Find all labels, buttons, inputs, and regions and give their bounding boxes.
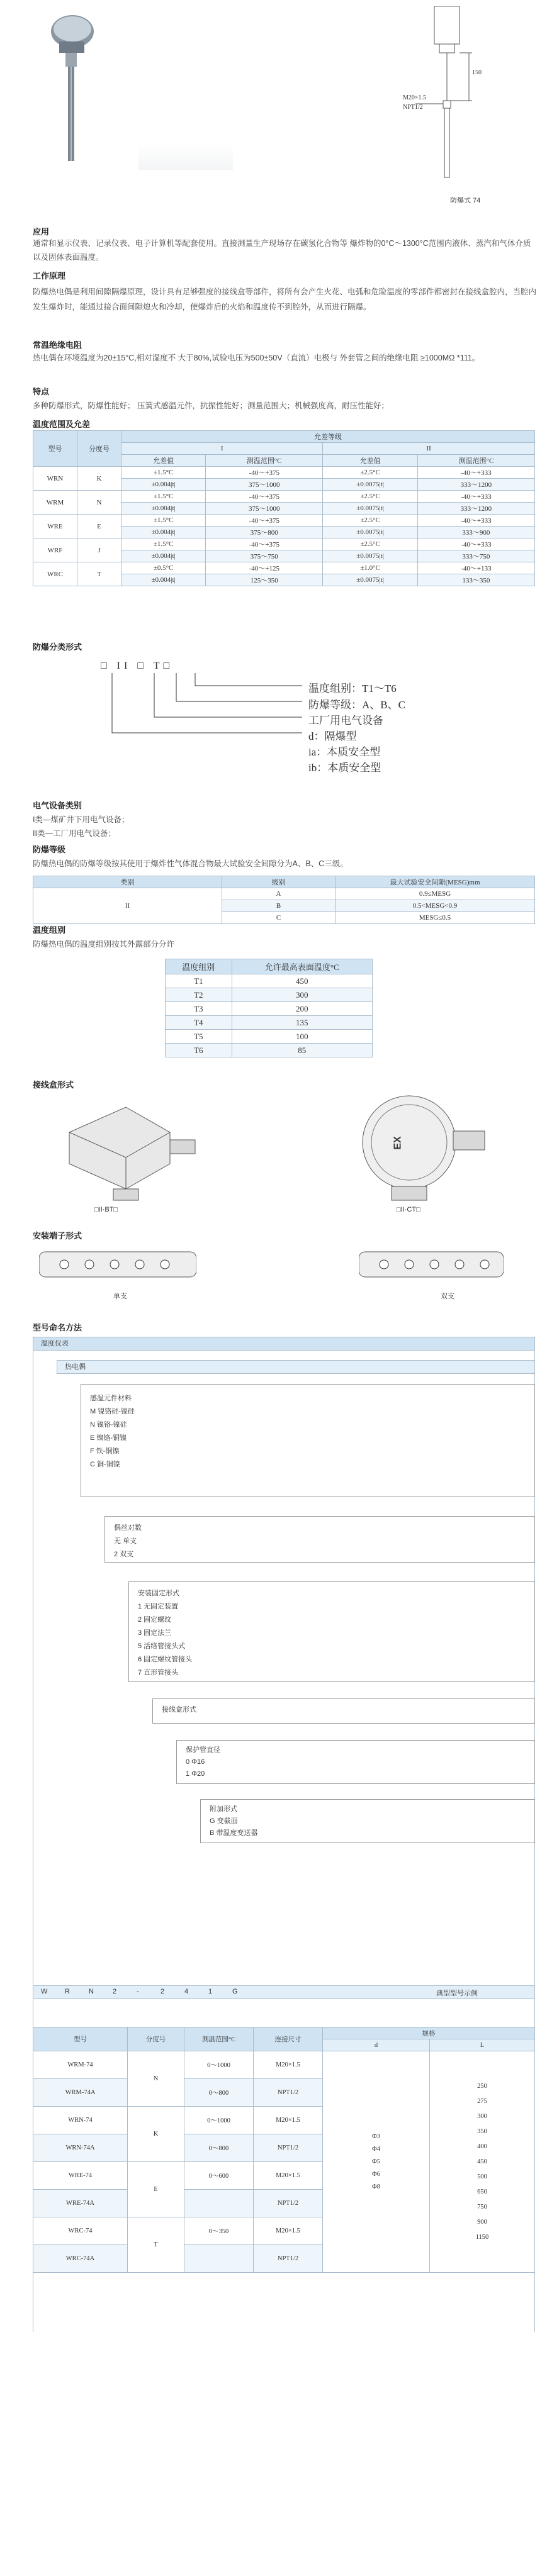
terminal-double-drawing — [359, 1246, 504, 1283]
junction-title: 接线盒形式 — [33, 1080, 74, 1090]
code-letter: G — [232, 1988, 238, 1995]
spec-cell: WRC-74A — [33, 2245, 128, 2273]
col-tolval-2: 允差值 — [323, 455, 418, 467]
grade-level: B — [222, 900, 336, 912]
naming-addon-item: B 带温度变送器 — [210, 1829, 258, 1837]
range-cell: 125～350 — [206, 574, 323, 586]
naming-material-title: 感温元件材料 — [90, 1395, 132, 1402]
spec-col-d: d — [323, 2039, 430, 2051]
spec-cell: M20×1.5 — [254, 2217, 323, 2245]
naming-bar-1 — [33, 1337, 535, 1351]
naming-code-row — [33, 1985, 535, 1999]
range-cell: -40～+125 — [206, 562, 323, 574]
spec-cell: 0～1000 — [184, 2051, 254, 2079]
naming-mount-item: 3 固定法兰 — [138, 1629, 172, 1637]
junction-box-bt-drawing — [44, 1095, 201, 1205]
spec-cell: M20×1.5 — [254, 2107, 323, 2134]
range-cell: -40～+375 — [206, 538, 323, 550]
tgroup-row — [166, 1002, 373, 1016]
naming-material-item: F 铁-铜镍 — [90, 1447, 120, 1455]
junction-box-ct-drawing — [340, 1092, 497, 1205]
range-cell: ±1.5°C — [121, 467, 206, 479]
range-cell: -40～+333 — [417, 515, 534, 527]
exmark-code: □ II □ T□ — [101, 661, 174, 671]
range-cell: ±2.5°C — [323, 491, 418, 503]
grade-level: C — [222, 912, 336, 924]
tgroup-cell: 135 — [232, 1016, 372, 1030]
tgroup-row — [166, 1016, 373, 1030]
spec-col-type: 型号 — [33, 2027, 128, 2051]
code-letter: 2 — [113, 1988, 117, 1995]
spec-L-value: 250 — [477, 2082, 487, 2090]
range-cell: J — [77, 538, 121, 562]
naming-tube-item: 1 Φ20 — [186, 1770, 205, 1778]
range-cell: ±1.5°C — [121, 515, 206, 527]
tgroup-cell: T1 — [166, 974, 232, 988]
naming-tube-item: 0 Φ16 — [186, 1758, 205, 1766]
spec-cell: 0～350 — [184, 2217, 254, 2245]
junction-bt-caption: □II·BT□ — [94, 1206, 118, 1213]
tgroup-cell: 85 — [232, 1044, 372, 1057]
col-type: 型号 — [33, 431, 77, 467]
range-cell: 333～750 — [417, 550, 534, 562]
terminal-double-caption: 双支 — [441, 1293, 454, 1300]
spec-cell: WRN-74A — [33, 2134, 128, 2162]
naming-mount-item: 2 固定螺纹 — [138, 1616, 172, 1624]
code-letter: 2 — [161, 1988, 165, 1995]
application-text: 通常和显示仪表、记录仪表、电子计算机等配套使用。直接测量生产现场存在碳氢化合物等 爆炸物的0°C～1300°C范围内液体、蒸汽和气体介质以及固体表面温度。 — [33, 239, 531, 262]
range-table — [33, 430, 535, 586]
naming-tube-box — [176, 1740, 535, 1784]
equip-title: 电气设备类别 — [33, 801, 82, 810]
spec-col-conn: 连接尺寸 — [254, 2027, 323, 2051]
spec-cell: N — [128, 2051, 184, 2107]
naming-box-form-box — [152, 1698, 535, 1724]
naming-pair-item: 2 双支 — [114, 1551, 134, 1558]
tgroup-text: 防爆热电偶的温度组别按其外露部分分许 — [33, 940, 175, 949]
range-cell: -40～+333 — [417, 467, 534, 479]
range-cell: E — [77, 515, 121, 538]
naming-material-box — [81, 1384, 535, 1497]
spec-cell: E — [128, 2162, 184, 2217]
spec-cell: NPT1/2 — [254, 2134, 323, 2162]
naming-pair-item: 无 单支 — [114, 1537, 137, 1545]
tgroup-cell: 300 — [232, 988, 372, 1002]
range-row — [33, 562, 535, 574]
naming-box-form-title: 接线盒形式 — [162, 1706, 196, 1714]
spec-cell: WRN-74 — [33, 2107, 128, 2134]
col-tolval-1: 允差值 — [121, 455, 206, 467]
tgroup-col-2: 允许最高表面温度°C — [232, 959, 372, 974]
tgroup-cell: 100 — [232, 1030, 372, 1044]
spec-cell: NPT1/2 — [254, 2190, 323, 2217]
exmark-d: d：隔爆型 — [308, 730, 357, 742]
range-cell: 333～1200 — [417, 479, 534, 491]
principle-text: 防爆热电偶是利用间隙隔爆原理，设计具有足够强度的接线盒等部件，将所有会产生火花、电弧和危险温度的零部件都密封在接线盒腔内，当腔内发生爆炸时，能通过接合面间隙熄火和冷却，使爆炸后的火焰和温度传不到腔外，从而进行隔爆。 — [33, 287, 537, 311]
exmark-grade: 防爆等级：A、B、C — [308, 699, 405, 711]
grade-mesg: 0.5<MESG<0.9 — [336, 900, 535, 912]
grade-mesg: MESG≤0.5 — [336, 912, 535, 924]
range-cell: N — [77, 491, 121, 515]
spec-cell — [184, 2190, 254, 2217]
grade-cat: II — [33, 888, 222, 924]
range-cell: ±1.5°C — [121, 491, 206, 503]
application-title: 应用 — [33, 227, 50, 237]
tgroup-cell: T6 — [166, 1044, 232, 1057]
naming-mount-item: 6 固定螺纹管接头 — [138, 1656, 193, 1663]
range-cell: -40～+375 — [206, 515, 323, 527]
naming-material-item: C 铜-铜镍 — [90, 1461, 120, 1468]
naming-material-item: M 镍铬硅-镍硅 — [90, 1408, 135, 1415]
junction-ct-caption: □II·CT□ — [397, 1206, 420, 1213]
naming-material-item: E 镍铬-铜镍 — [90, 1434, 127, 1442]
range-cell: ±0.004|t| — [121, 527, 206, 538]
naming-b1-label: 温度仪表 — [41, 1340, 69, 1347]
spec-L-value: 275 — [477, 2097, 487, 2105]
spec-d-value: Φ3 — [372, 2133, 380, 2140]
range-cell: ±0.0075|t| — [323, 527, 418, 538]
product-shadow — [138, 145, 233, 170]
range-cell: 333～900 — [417, 527, 534, 538]
range-cell: 375～800 — [206, 527, 323, 538]
col-range-2: 测温范围°C — [417, 455, 534, 467]
code-letter: 4 — [184, 1988, 189, 1995]
range-cell: ±0.5°C — [121, 562, 206, 574]
naming-mount-item: 1 无固定装置 — [138, 1603, 179, 1610]
range-row — [33, 538, 535, 550]
spec-L-value: 400 — [477, 2143, 487, 2150]
naming-title: 型号命名方法 — [33, 1323, 82, 1332]
feature-text: 多种防爆形式，防爆性能好； 压簧式感温元件，抗振性能好；测量范围大；机械强度高，耐压性能好； — [33, 401, 389, 410]
naming-material-item: N 镍铬-镍硅 — [90, 1421, 127, 1429]
principle-title: 工作原理 — [33, 271, 66, 281]
feature-title: 特点 — [33, 387, 50, 396]
spec-L-value: 350 — [477, 2127, 487, 2135]
range-title: 温度范围及允差 — [33, 420, 91, 429]
spec-cell: 0～800 — [184, 2079, 254, 2107]
range-cell: T — [77, 562, 121, 586]
code-letter: 1 — [208, 1988, 213, 1995]
naming-mount-box — [128, 1581, 535, 1682]
spec-cell: M20×1.5 — [254, 2162, 323, 2190]
spec-cell: T — [128, 2217, 184, 2273]
dim-npt-label: NPT1/2 — [403, 104, 423, 111]
naming-mount-item: 7 直形管接头 — [138, 1669, 179, 1676]
spec-d-value: Φ6 — [372, 2170, 380, 2178]
range-cell: ±0.0075|t| — [323, 574, 418, 586]
naming-tube-title: 保护管直径 — [186, 1746, 220, 1754]
range-row — [33, 467, 535, 479]
tgroup-col-1: 温度组别 — [166, 959, 232, 974]
range-cell: ±0.004|t| — [121, 550, 206, 562]
tgroup-cell: T2 — [166, 988, 232, 1002]
exmark-ib: ib：本质安全型 — [308, 762, 381, 774]
range-cell: 375～1000 — [206, 503, 323, 515]
tgroup-cell: 200 — [232, 1002, 372, 1016]
tgroup-cell: 450 — [232, 974, 372, 988]
spec-cell — [184, 2245, 254, 2273]
product-photo — [38, 6, 107, 164]
tgroup-cell: T3 — [166, 1002, 232, 1016]
exmark-ia: ia：本质安全型 — [308, 746, 381, 758]
range-cell: ±0.0075|t| — [323, 550, 418, 562]
range-cell: WRM — [33, 491, 77, 515]
spec-cell: NPT1/2 — [254, 2245, 323, 2273]
spec-col-L: L — [430, 2039, 535, 2051]
naming-mount-item: 5 活络管接头式 — [138, 1642, 186, 1650]
exmark-factory: 工厂用电气设备 — [308, 715, 383, 727]
tgroup-row — [166, 974, 373, 988]
spec-d-value: Φ4 — [372, 2145, 380, 2153]
grade-col-cat: 类别 — [33, 876, 222, 888]
range-cell: -40～+375 — [206, 467, 323, 479]
spec-d-value: Φ8 — [372, 2183, 380, 2190]
range-cell: ±2.5°C — [323, 515, 418, 527]
tgroup-row — [166, 1044, 373, 1057]
spec-d-cell — [323, 2051, 430, 2273]
terminal-title: 安装端子形式 — [33, 1231, 82, 1241]
spec-table — [33, 2027, 535, 2273]
range-cell: -40～+333 — [417, 491, 534, 503]
range-cell: ±2.5°C — [323, 467, 418, 479]
range-cell: ±1.0°C — [323, 562, 418, 574]
spec-cell: 0～800 — [184, 2134, 254, 2162]
naming-example-label: 典型型号示例 — [436, 1990, 478, 1997]
grade-mesg: 0.9≤MESG — [336, 888, 535, 900]
range-cell: WRN — [33, 467, 77, 491]
spec-cell: 0～600 — [184, 2162, 254, 2190]
spec-L-value: 300 — [477, 2112, 487, 2120]
spec-cell: WRM-74 — [33, 2051, 128, 2079]
dim-150-label: 150 — [472, 69, 482, 76]
col-grade: 分度号 — [77, 431, 121, 467]
tgroup-cell: T5 — [166, 1030, 232, 1044]
dim-m20-label: M20×1.5 — [403, 94, 427, 101]
col-range-1: 测温范围°C — [206, 455, 323, 467]
code-letter: W — [41, 1988, 48, 1995]
spec-cell: 0～1000 — [184, 2107, 254, 2134]
range-cell: 375～750 — [206, 550, 323, 562]
spec-cell: WRC-74 — [33, 2217, 128, 2245]
col-II: II — [323, 443, 535, 455]
naming-pair-box — [104, 1516, 535, 1563]
grade-title: 防爆等级 — [33, 845, 66, 854]
naming-addon-box — [200, 1799, 535, 1843]
spec-L-value: 450 — [477, 2158, 487, 2165]
col-tolerance: 允差等级 — [121, 431, 535, 443]
grade-text: 防爆热电偶的防爆等级按其使用于爆炸性气体混合物最大试验安全间隙分为A、B、C三级。 — [33, 859, 348, 868]
spec-d-value: Φ5 — [372, 2158, 380, 2165]
tgroup-row — [166, 988, 373, 1002]
equip-line-2: II类—工厂用电气设备； — [33, 829, 116, 838]
exmark-temp-group: 温度组别：T1～T6 — [308, 683, 397, 694]
range-cell: ±0.004|t| — [121, 479, 206, 491]
exmark-title: 防爆分类形式 — [33, 642, 82, 652]
code-letter: - — [137, 1988, 139, 1995]
spec-L-value: 750 — [477, 2203, 487, 2211]
range-row — [33, 491, 535, 503]
range-cell: 375～1000 — [206, 479, 323, 491]
naming-pair-title: 偶丝对数 — [114, 1524, 142, 1532]
range-cell: 333～1200 — [417, 503, 534, 515]
range-cell: -40～+133 — [417, 562, 534, 574]
tgroup-cell: T4 — [166, 1016, 232, 1030]
range-cell: ±1.5°C — [121, 538, 206, 550]
spec-col-grade: 分度号 — [128, 2027, 184, 2051]
range-row — [33, 515, 535, 527]
spec-cell: NPT1/2 — [254, 2079, 323, 2107]
spec-L-value: 500 — [477, 2173, 487, 2180]
spec-L-value: 900 — [477, 2218, 487, 2226]
code-letter: R — [65, 1988, 70, 1995]
grade-col-level: 级别 — [222, 876, 336, 888]
spec-cell: M20×1.5 — [254, 2051, 323, 2079]
spec-col-spec: 规格 — [323, 2027, 535, 2039]
code-letter: N — [89, 1988, 94, 1995]
naming-b2-label: 热电偶 — [65, 1363, 86, 1371]
range-cell: WRC — [33, 562, 77, 586]
insulation-text: 热电偶在环境温度为20±15°C,相对湿度不 大于80%,试验电压为500±50V（直流）电极与 外套管之间的绝缘电阻 ≥1000MΩ *111。 — [33, 354, 480, 362]
naming-addon-title: 附加形式 — [210, 1805, 237, 1813]
spec-row — [33, 2051, 535, 2079]
grade-col-mesg: 最大试验安全间隙(MESG)mm — [336, 876, 535, 888]
range-cell: -40～+333 — [417, 538, 534, 550]
spec-cell: K — [128, 2107, 184, 2162]
naming-mount-title: 安装固定形式 — [138, 1590, 179, 1597]
tgroup-table — [165, 959, 373, 1057]
range-cell: K — [77, 467, 121, 491]
exmark-leader-lines — [94, 673, 308, 780]
grade-level: A — [222, 888, 336, 900]
terminal-single-caption: 单支 — [113, 1293, 127, 1300]
range-cell: ±0.0075|t| — [323, 503, 418, 515]
range-cell: -40～+375 — [206, 491, 323, 503]
spec-cell: WRE-74A — [33, 2190, 128, 2217]
spec-L-cell — [430, 2051, 535, 2273]
range-cell: ±0.004|t| — [121, 574, 206, 586]
grade-table — [33, 876, 535, 924]
naming-addon-item: G 变截面 — [210, 1817, 238, 1825]
range-cell: ±0.004|t| — [121, 503, 206, 515]
spec-L-value: 1150 — [475, 2233, 489, 2241]
terminal-single-drawing — [39, 1246, 196, 1283]
spec-col-range: 测温范围°C — [184, 2027, 254, 2051]
junction-ex-mark: EX — [392, 1136, 403, 1150]
hero-caption: 防爆式 74 — [450, 197, 481, 204]
spec-cell: WRE-74 — [33, 2162, 128, 2190]
col-I: I — [121, 443, 323, 455]
range-cell: WRF — [33, 538, 77, 562]
tgroup-row — [166, 1030, 373, 1044]
naming-bar-2 — [57, 1360, 535, 1374]
insulation-title: 常温绝缘电阻 — [33, 340, 82, 350]
range-cell: WRE — [33, 515, 77, 538]
spec-L-value: 650 — [477, 2188, 487, 2195]
spec-cell: WRM-74A — [33, 2079, 128, 2107]
range-cell: 133～350 — [417, 574, 534, 586]
tgroup-title: 温度组别 — [33, 925, 66, 935]
range-cell: ±0.0075|t| — [323, 479, 418, 491]
equip-line-1: I类—煤矿井下用电气设备； — [33, 815, 130, 824]
range-cell: ±2.5°C — [323, 538, 418, 550]
